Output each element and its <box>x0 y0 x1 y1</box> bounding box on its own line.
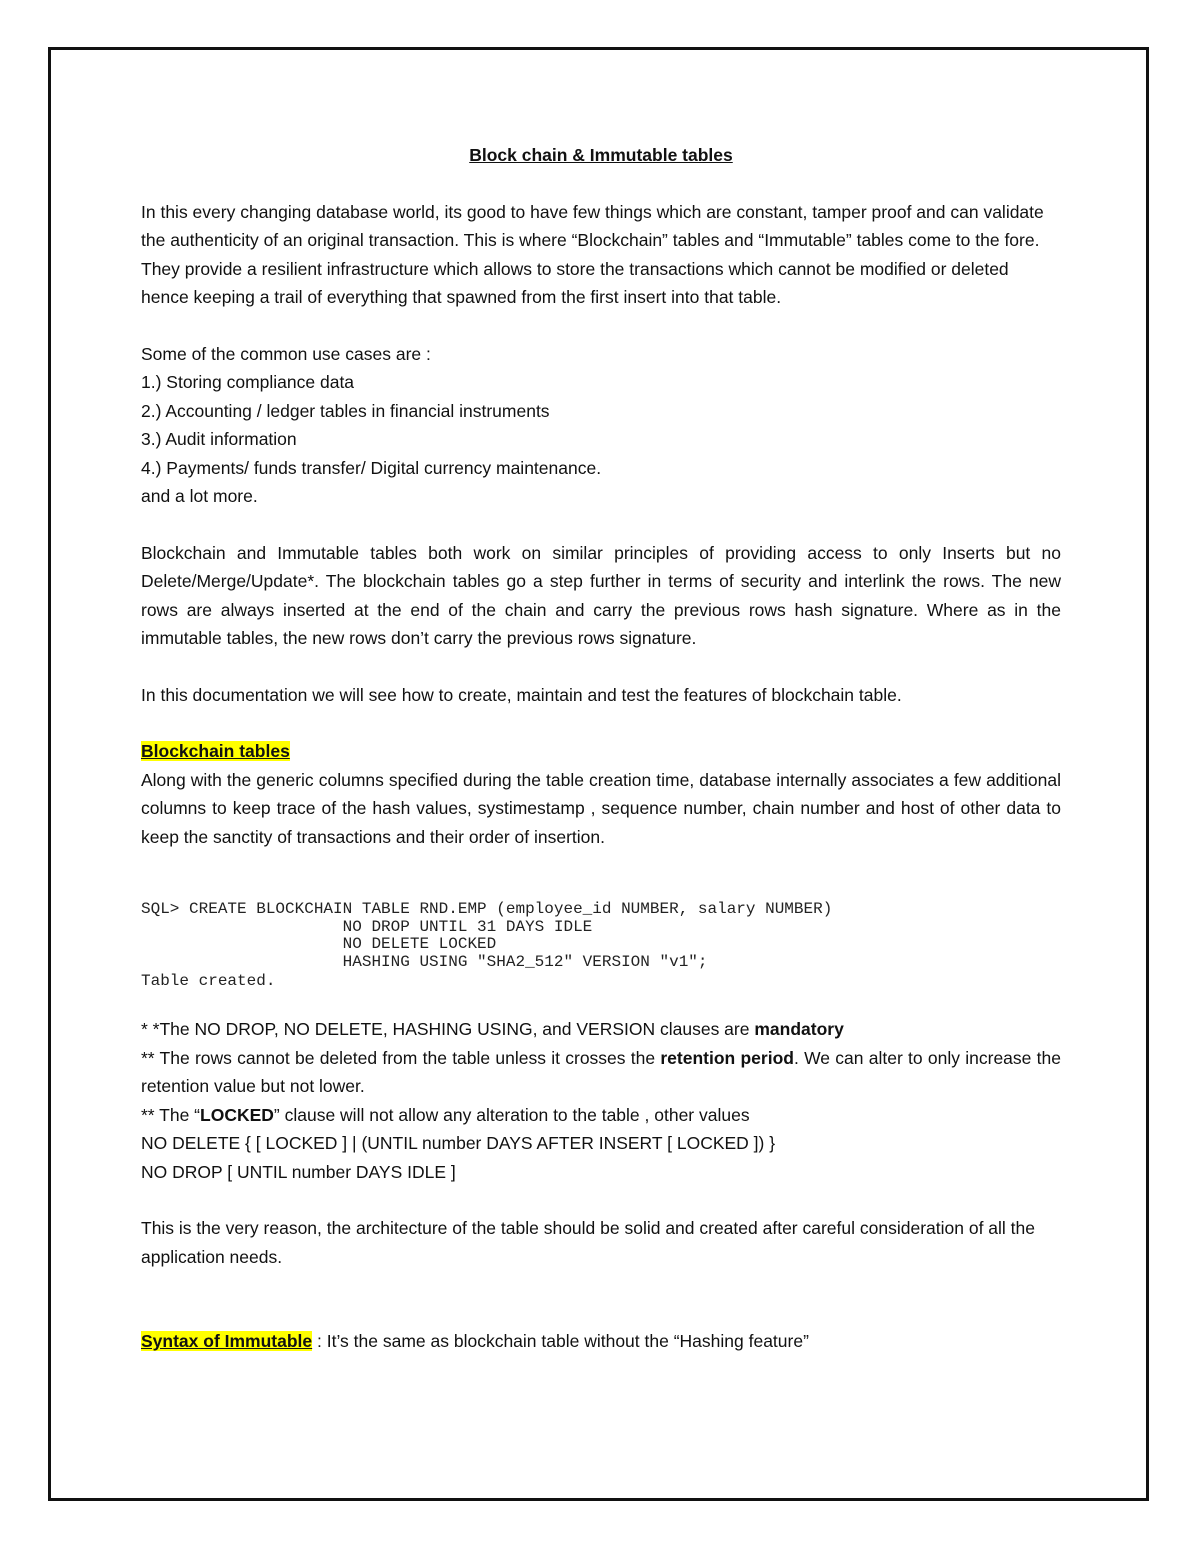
code-line: HASHING USING "SHA2_512" VERSION "v1"; <box>141 952 708 971</box>
code-line: NO DROP UNTIL 31 DAYS IDLE <box>141 917 593 936</box>
use-cases-more: and a lot more. <box>141 486 258 506</box>
blockchain-description: Along with the generic columns specified during the table creation time, database internally associates a few additional columns to keep trace of the hash values, systimestamp , sequence number, chain number and host of other data to keep the sanctity of transactions and their order of insertion. <box>141 769 1061 847</box>
use-case-item: 3.) Audit information <box>141 429 297 449</box>
blockchain-tables-heading: Blockchain tables <box>141 741 290 761</box>
document-body <box>141 141 1061 1356</box>
document-title: Block chain & Immutable tables <box>469 145 733 165</box>
sql-result: Table created. <box>141 972 276 990</box>
use-cases-heading: Some of the common use cases are : <box>141 343 431 364</box>
architecture-paragraph: This is the very reason, the architecture of the table should be solid and created after careful consideration of all the application needs. <box>141 1218 1035 1267</box>
note-mandatory: * *The NO DROP, NO DELETE, HASHING USING, and VERSION clauses are mandatory <box>141 1019 844 1039</box>
locked-bold: LOCKED <box>200 1104 274 1125</box>
sql-code-block <box>141 901 1061 971</box>
note-retention: ** The rows cannot be deleted from the table unless it crosses the retention period. We can alter to only increase the retention value but not lower. <box>141 1047 1061 1096</box>
blockchain-heading-line <box>141 737 1061 766</box>
use-case-item: 2.) Accounting / ledger tables in financial instruments <box>141 400 550 421</box>
intro-paragraph-2: They provide a resilient infrastructure which allows to store the transactions which cannot be modified or deleted hence keeping a trail of everything that spawned from the first insert into that table. <box>141 258 1009 307</box>
immutable-line <box>141 1327 1061 1356</box>
documentation-scope: In this documentation we will see how to create, maintain and test the features of blockchain table. <box>141 684 902 705</box>
retention-period-bold: retention period <box>660 1047 794 1068</box>
use-case-item: 4.) Payments/ funds transfer/ Digital currency maintenance. <box>141 457 602 478</box>
immutable-text: : It’s the same as blockchain table without the “Hashing feature” <box>312 1331 809 1351</box>
note-locked: ** The “LOCKED” clause will not allow any alteration to the table , other values <box>141 1104 750 1125</box>
code-line: SQL> CREATE BLOCKCHAIN TABLE RND.EMP (employee_id NUMBER, salary NUMBER) <box>141 900 833 918</box>
syntax-of-immutable-heading: Syntax of Immutable <box>141 1331 313 1351</box>
use-case-item: 1.) Storing compliance data <box>141 372 355 392</box>
code-line: NO DELETE LOCKED <box>141 935 497 953</box>
note-no-drop-syntax: NO DROP [ UNTIL number DAYS IDLE ] <box>141 1161 456 1182</box>
note-no-delete-syntax: NO DELETE { [ LOCKED ] | (UNTIL number DAYS AFTER INSERT [ LOCKED ]) } <box>141 1133 776 1153</box>
principles-paragraph: Blockchain and Immutable tables both work on similar principles of providing access to only Inserts but no Delete/Merge/Update*. The blockchain tables go a step further in terms of security and interlink the rows. The new rows are always inserted at the end of the chain and carry the previous rows hash signature. Where as in the immutable tables, the new rows don’t carry the previous rows signature. <box>141 542 1061 648</box>
mandatory-bold: mandatory <box>754 1019 844 1039</box>
intro-paragraph-1: In this every changing database world, its good to have few things which are constant, tamper proof and can validate the authenticity of an original transaction. This is where “Blockchain” tables and “Immutable” tables come to the fore. <box>141 201 1044 250</box>
